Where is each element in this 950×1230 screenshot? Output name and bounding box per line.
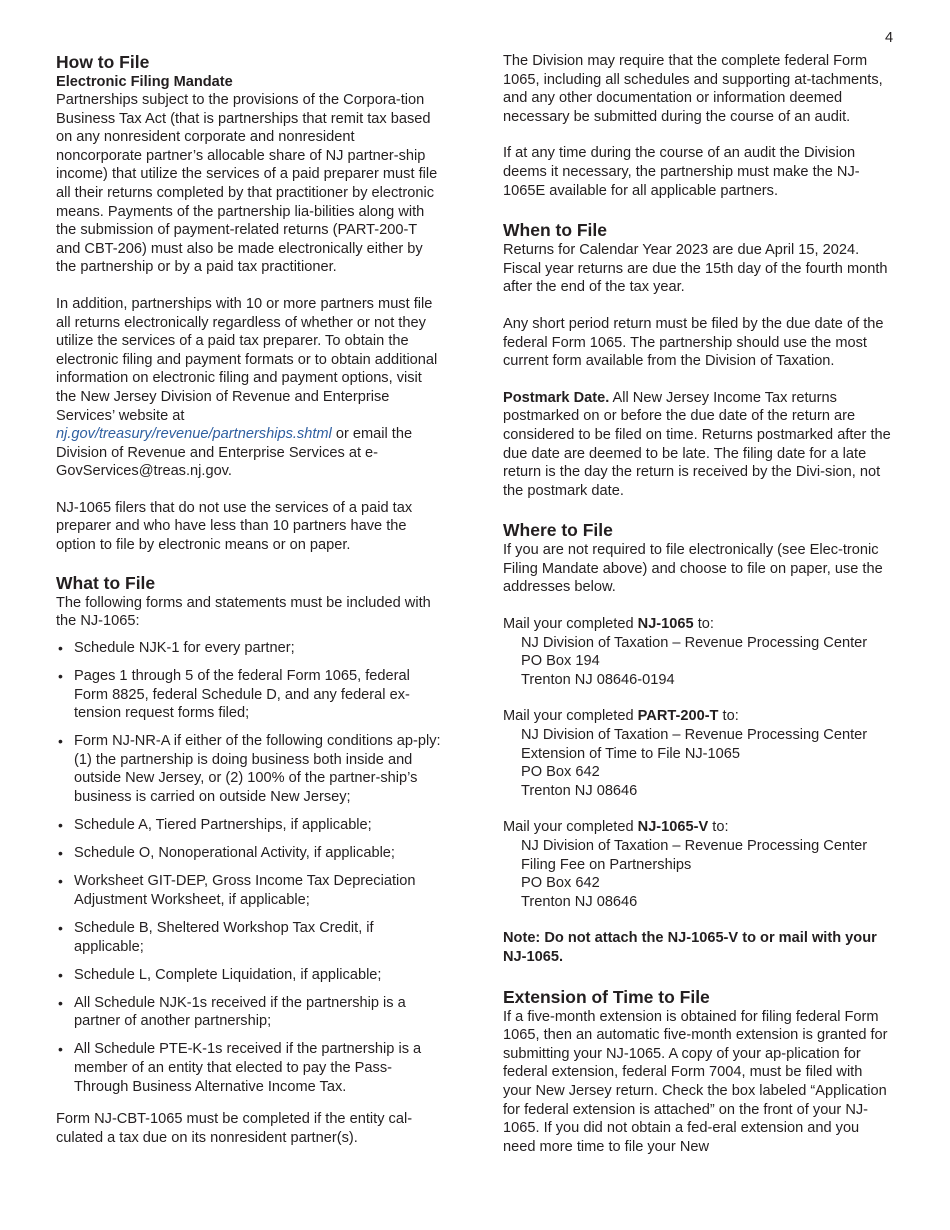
extension-heading: Extension of Time to File [503, 986, 710, 1007]
short-period-paragraph: Any short period return must be filed by the due date of the federal Form 1065. The partnership should use the most current form available from the Division of Taxation. [503, 315, 884, 370]
mail-prefix: Mail your completed [503, 708, 638, 725]
list-item: • Pages 1 through 5 of the federal Form 1065, federal Form 8825, federal Schedule D, and any federal ex-tension request forms filed; [56, 667, 444, 723]
list-item: • Schedule A, Tiered Partnerships, if applicable; [56, 816, 444, 835]
form-name: NJ-1065 [637, 616, 694, 633]
where-to-file-heading: Where to File [503, 520, 613, 541]
mail-suffix: to: [693, 616, 714, 633]
mail-prefix: Mail your completed [503, 616, 638, 633]
what-to-file-heading: What to File [56, 572, 156, 593]
mailing-address [503, 837, 891, 911]
mailing-address [503, 726, 891, 800]
address-line: NJ Division of Taxation – Revenue Processing Center [521, 727, 868, 744]
electronic-filing-mandate-subheading: Electronic Filing Mandate [56, 74, 233, 90]
when-to-file-heading: When to File [503, 220, 608, 241]
mandate-paragraph: Partnerships subject to the provisions of the Corpora-tion Business Tax Act (that is partnerships that remit tax based on any nonresident corporate and nonresident noncorporate partner’s allocable share of NJ partner-ship income) that utilize the services of a paid preparer must file all their returns completed by that practitioner by electronic means. Payments of the partnership lia-bilities along with the submission of payment-related returns (PART-200-T and CBT-206) must also be made electronically either by the partnership or by a paid tax practitioner. [56, 92, 438, 276]
mailing-block-part-200-t [503, 707, 891, 800]
page-number: 4 [885, 30, 894, 46]
list-item: • All Schedule PTE-K-1s received if the partnership is a member of an entity that elected to pay the Pass-Through Business Alternative Income Tax. [56, 1040, 444, 1096]
mailing-block-nj-1065-v [503, 818, 891, 911]
mail-suffix: to: [718, 708, 739, 725]
address-line: Trenton NJ 08646-0194 [521, 671, 675, 688]
mail-suffix: to: [708, 819, 729, 836]
how-to-file-section [56, 52, 444, 555]
list-item: • Worksheet GIT-DEP, Gross Income Tax Depreciation Adjustment Worksheet, if applicable; [56, 872, 444, 909]
list-item: • Schedule NJK-1 for every partner; [56, 639, 444, 658]
address-line: Trenton NJ 08646 [521, 782, 638, 799]
where-to-file-section [503, 520, 891, 966]
mailing-instruction [503, 818, 891, 837]
list-item: • Schedule L, Complete Liquidation, if applicable; [56, 966, 444, 985]
due-date-paragraph: Returns for Calendar Year 2023 are due April 15, 2024. Fiscal year returns are due the 15th day of the fourth month after the end of the tax year. [503, 242, 888, 296]
what-to-file-section [56, 573, 444, 1148]
paper-option-paragraph: NJ-1065 filers that do not use the services of a paid tax preparer and who have less than 10 partners have the option to file by electronic means or on paper. [56, 499, 413, 554]
postmark-paragraph [503, 389, 891, 501]
email-text: or email the Division of Revenue and Enterprise Services at e-GovServices@treas.nj.gov. [56, 426, 413, 480]
address-line: NJ Division of Taxation – Revenue Processing Center [521, 634, 868, 651]
extension-paragraph: If a five-month extension is obtained for filing federal Form 1065, then an automatic five-month extension is granted for submitting your NJ-1065. A copy of your ap-plication for federal extension, federal Form 7004, must be filed with your New Jersey return. Check the box labeled “Application for federal extension is attached” on the front of your NJ-1065. If you did not obtain a fed-eral extension and you need more time to file your New [503, 1008, 888, 1155]
postmark-label: Postmark Date. [503, 389, 610, 406]
when-to-file-section [503, 220, 891, 500]
mail-prefix: Mail your completed [503, 819, 638, 836]
mailing-instruction [503, 707, 891, 726]
what-to-file-intro: The following forms and statements must be included with the NJ-1065: [56, 594, 431, 630]
how-to-file-heading: How to File [56, 52, 150, 72]
extension-section [503, 987, 891, 1157]
address-line: Extension of Time to File NJ-1065 [521, 745, 741, 762]
required-forms-list [56, 639, 444, 1096]
where-to-file-intro: If you are not required to file electronically (see Elec-tronic Filing Mandate above) and choose to file on paper, use the addresses below. [503, 542, 883, 596]
address-line: PO Box 642 [521, 875, 600, 892]
audit-documents-paragraph: The Division may require that the complete federal Form 1065, including all schedules and supporting at-tachments, and any other documentation or information deemed necessary be submitted during the course of an audit. [503, 53, 883, 125]
revenue-partnerships-link[interactable]: nj.gov/treasury/revenue/partnerships.shtml [56, 426, 332, 443]
ten-partners-paragraph [56, 295, 444, 481]
ten-partners-text: In addition, partnerships with 10 or more partners must file all returns electronically regardless of whether or not they utilize the services of a paid tax preparer. To obtain the electronic filing and payment formats or to obtain additional information on electronic filing and payment options, visit the New Jersey Division of Revenue and Enterprise Services’ website at [56, 295, 438, 424]
nj-cbt-1065-paragraph: Form NJ-CBT-1065 must be completed if the entity cal-culated a tax due on its nonresident partner(s). [56, 1111, 413, 1146]
address-line: Trenton NJ 08646 [521, 893, 638, 910]
do-not-attach-note: Note: Do not attach the NJ-1065-V to or mail with your NJ-1065. [503, 930, 877, 965]
list-item: • Form NJ-NR-A if either of the following conditions ap-ply: (1) the partnership is doing business both inside and outside New Jersey, or (2) 100% of the partner-ship’s business is carried on outside New Jersey; [56, 732, 444, 806]
list-item: • All Schedule NJK-1s received if the partnership is a partner of another partnership; [56, 994, 444, 1031]
address-line: NJ Division of Taxation – Revenue Processing Center [521, 838, 868, 854]
audit-nj-1065e-paragraph: If at any time during the course of an audit the Division deems it necessary, the partnership must make the NJ-1065E available for all applicable partners. [503, 145, 860, 199]
mailing-address [503, 634, 891, 690]
left-column [56, 52, 444, 1165]
postmark-text: All New Jersey Income Tax returns postmarked on or before the due date of the return are considered to be filed on time. Returns postmarked after the due date are deemed to be late. The filing date for a late return is the day the return is received by the Divi-sion, not the postmark date. [503, 389, 891, 499]
list-item: • Schedule B, Sheltered Workshop Tax Credit, if applicable; [56, 919, 444, 956]
mailing-instruction [503, 615, 891, 634]
list-item: • Schedule O, Nonoperational Activity, if applicable; [56, 844, 444, 863]
form-name: PART-200-T [637, 708, 719, 725]
right-column [503, 52, 891, 1174]
form-name: NJ-1065-V [637, 819, 709, 836]
address-line: PO Box 642 [521, 764, 600, 781]
address-line: PO Box 194 [521, 653, 600, 670]
address-line: Filing Fee on Partnerships [521, 856, 692, 873]
mailing-block-nj-1065 [503, 615, 891, 689]
